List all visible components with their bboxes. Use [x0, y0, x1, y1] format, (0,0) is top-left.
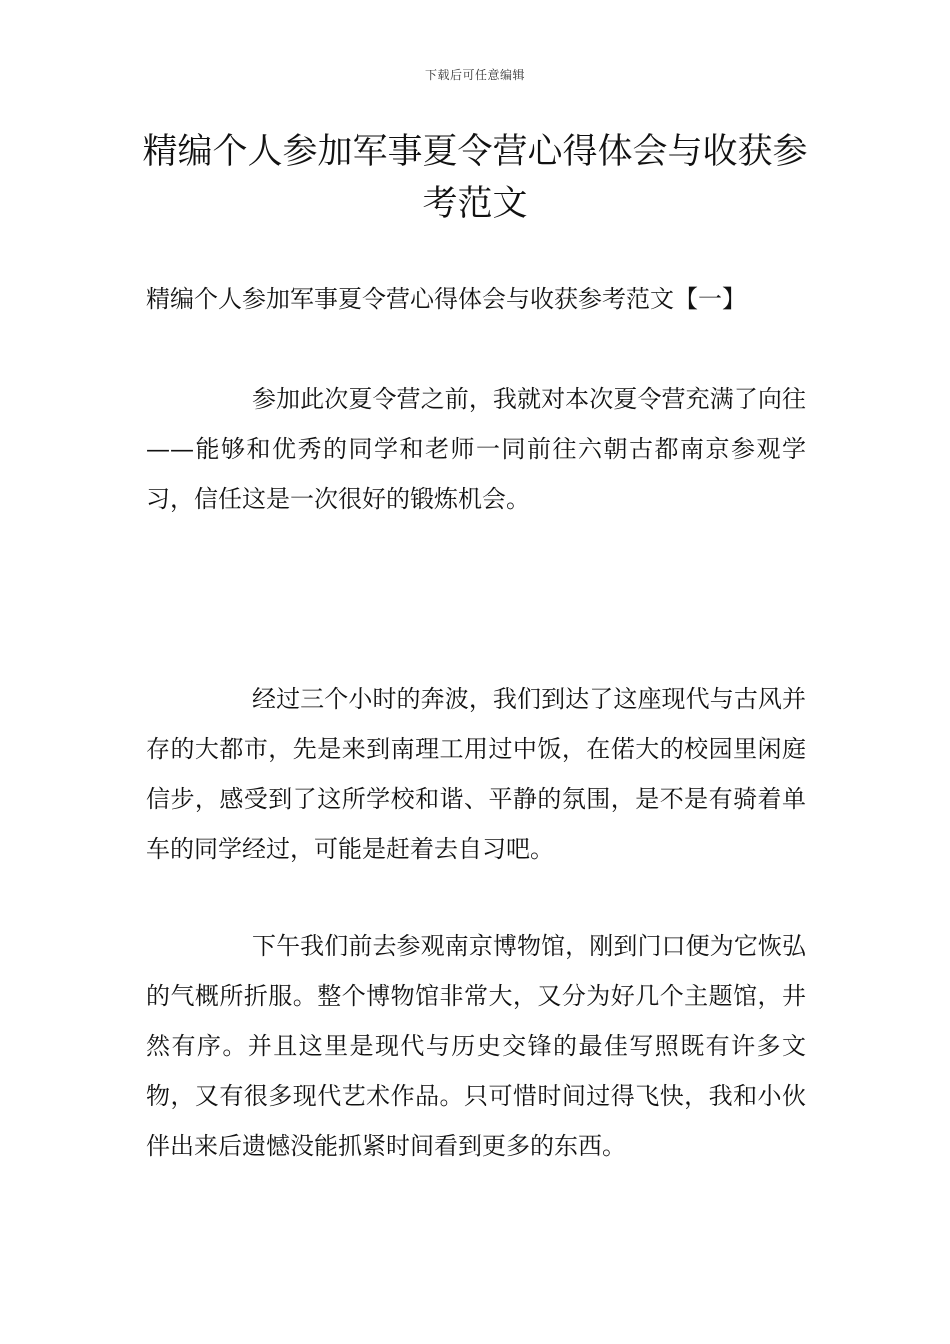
paragraph-2: 经过三个小时的奔波，我们到达了这座现代与古风并存的大都市，先是来到南理工用过中饭，在偌大的校园里闲庭信步，感受到了这所学校和谐、平静的氛围，是不是有骑着单车的同学经过，可能是赶着去自习吧。: [146, 685, 806, 863]
document-title: 精编个人参加军事夏令营心得体会与收获参考范文: [142, 132, 808, 224]
header-note: 下载后可任意编辑: [424, 68, 525, 82]
section-heading: 精编个人参加军事夏令营心得体会与收获参考范文【一】: [146, 285, 746, 313]
paragraph-1: 参加此次夏令营之前，我就对本次夏令营充满了向往——能够和优秀的同学和老师一同前往六朝古都南京参观学习，信任这是一次很好的锻炼机会。: [146, 385, 806, 513]
paragraph-3: 下午我们前去参观南京博物馆，刚到门口便为它恢弘的气概所折服。整个博物馆非常大，又分为好几个主题馆，井然有序。并且这里是现代与历史交锋的最佳写照既有许多文物，又有很多现代艺术作品。只可惜时间过得飞快，我和小伙伴出来后遗憾没能抓紧时间看到更多的东西。: [146, 932, 806, 1160]
